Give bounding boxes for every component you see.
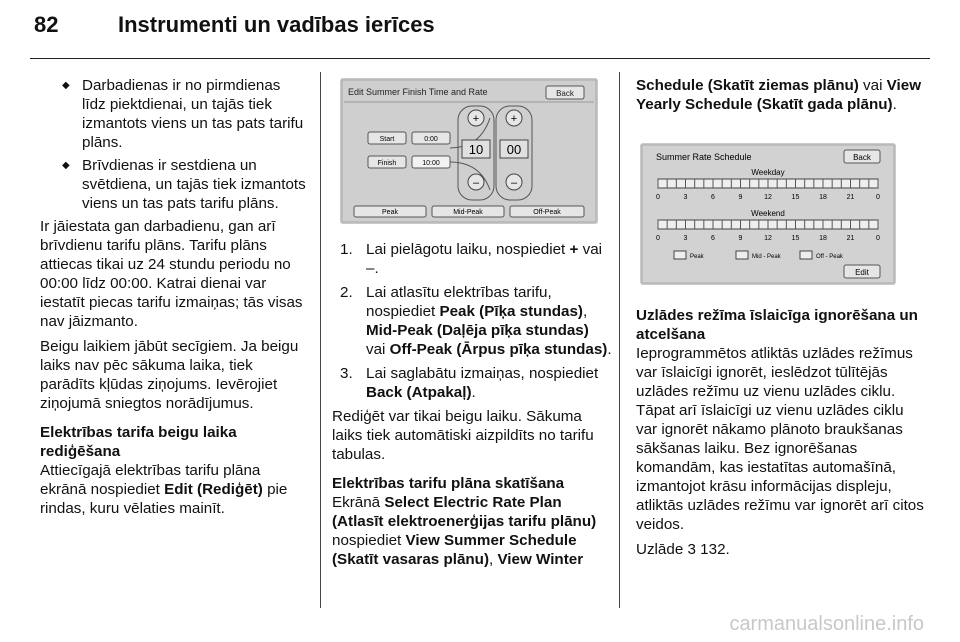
hour-plus-button[interactable]: [468, 110, 484, 126]
diamond-bullet-icon: ◆: [62, 80, 70, 91]
off-peak-button[interactable]: [510, 206, 584, 217]
hour-tick-label: 21: [846, 235, 855, 242]
list-item: ◆ Brīvdienas ir sestdiena un svētdiena, un tajās tiek izmantots viens un tas pats tarifu plāns.: [62, 157, 306, 212]
svg-text:10:00: 10:00: [422, 160, 440, 167]
hour-tick-label: 3: [683, 194, 688, 201]
list-item: ◆ Darbadienas ir no pirmdienas līdz piektdienai, un tajās tiek izmantots viens un tas pats tarifu plāns.: [62, 77, 304, 151]
summer-rate-schedule-screen: [640, 143, 896, 285]
hour-minus-button[interactable]: [468, 174, 484, 190]
edit-button[interactable]: [844, 265, 880, 278]
hour-tick-label: 21: [846, 194, 855, 201]
section-heading: Elektrības tarifu plāna skatīšana: [332, 475, 565, 492]
svg-text:Peak: Peak: [690, 254, 704, 260]
svg-text:0:00: 0:00: [424, 136, 438, 143]
back-button[interactable]: [546, 86, 584, 99]
hour-tick-label: 3: [683, 235, 688, 242]
cross-reference: Uzlāde 3 132.: [636, 541, 730, 558]
page-reference-arrow-icon: 3: [687, 541, 696, 558]
paragraph: Rediģēt var tikai beigu laiku. Sākuma laiks tiek automātiski aizpildīts no tarifu tabulas.: [332, 408, 594, 463]
list-item: 2. Lai atlasītu elektrības tarifu, nospiediet Peak (Pīķa stundas), Mid-Peak (Daļēja pīķa stundas) vai Off-Peak (Ārpus pīķa stundas).: [340, 284, 612, 358]
svg-text:Edit: Edit: [855, 268, 869, 277]
column-divider: [320, 72, 321, 608]
page-header: [0, 0, 960, 62]
svg-text:Back: Back: [556, 89, 574, 98]
paragraph: Attiecīgajā elektrības tarifu plāna ekrānā nospiediet Edit (Rediģēt) pie rindas, kuru vēlaties mainīt.: [40, 462, 288, 517]
minute-value: 00: [506, 142, 522, 157]
list-item: 1. Lai pielāgotu laiku, nospiediet + vai –.: [340, 241, 603, 277]
minute-minus-button[interactable]: [506, 174, 522, 190]
hour-tick-label: 18: [819, 194, 827, 201]
svg-text:Off - Peak: Off - Peak: [816, 254, 843, 260]
svg-text:+: +: [510, 113, 518, 125]
paragraph: Ekrānā Select Electric Rate Plan (Atlasīt elektroenerģijas tarifu plānu) nospiediet View Summer Schedule (Skatīt vasaras plānu), View Winter: [332, 494, 597, 568]
weekend-label: Weekend: [751, 209, 785, 218]
hour-tick-label: 0: [656, 235, 660, 242]
weekday-label: Weekday: [751, 168, 785, 177]
mid-peak-button[interactable]: [432, 206, 504, 217]
column-left: [40, 76, 308, 524]
svg-text:Mid - Peak: Mid - Peak: [752, 254, 781, 260]
screen-title: Summer Rate Schedule: [656, 152, 752, 162]
column-right-bottom: [636, 306, 928, 565]
paragraph: Schedule (Skatīt ziemas plānu) vai View Yearly Schedule (Skatīt gada plānu).: [636, 77, 922, 113]
hour-value: 10: [468, 142, 484, 157]
paragraph: Ir jāiestata gan darbadienu, gan arī brīvdienu tarifu plāns. Tarifu plāns attiecas tikai uz 24 stundu periodu no 00:00 līdz 00:00. Katrai dienai var iestatīt piecas tarifu izmaiņas; tās visas nav jāizmanto.: [40, 218, 303, 330]
edit-finish-time-screen: [340, 78, 598, 224]
svg-text:Off-Peak: Off-Peak: [533, 209, 561, 216]
screen-title: Edit Summer Finish Time and Rate: [348, 87, 488, 97]
page-number: 82: [34, 12, 59, 37]
hour-tick-label: 6: [711, 194, 715, 201]
back-button[interactable]: [844, 150, 880, 163]
svg-text:Mid-Peak: Mid-Peak: [453, 209, 483, 216]
svg-text:Peak: Peak: [382, 209, 398, 216]
svg-text:Finish: Finish: [377, 160, 397, 167]
svg-text:Start: Start: [379, 136, 395, 143]
watermark: carmanualsonline.info: [729, 613, 924, 635]
section-heading: Elektrības tarifa beigu laika rediģēšana: [40, 424, 237, 460]
hour-tick-label: 0: [876, 194, 880, 201]
section-heading: Uzlādes režīma īslaicīga ignorēšana un atcelšana: [636, 307, 918, 343]
hour-tick-label: 9: [738, 194, 743, 201]
page-title: Instrumenti un vadības ierīces: [118, 12, 435, 37]
paragraph: Ieprogrammētos atliktās uzlādes režīmus var īslaicīgi ignorēt, ieslēdzot tūlītējās uzlādes režīmu uz vienu uzlādes ciklu. Tāpat arī īslaicīgi uz vienu uzlādes ciklu var ignorēt nākamo plānoto braukšanas sākšanas laiku. Bez ignorēšanas komandām, kas iestatītas automašīnā, izmantojot krāsu informācijas displeju, atliktās uzlādes režīmu var ignorēt arī citos veidos.: [636, 345, 924, 533]
column-middle: [332, 240, 612, 575]
paragraph: Beigu laikiem jābūt secīgiem. Ja beigu laiks nav pēc sākuma laika, tiek parādīts kļūdas ziņojums. Ievērojiet ziņojumā sniegtos norādījumus.: [40, 338, 299, 412]
hour-tick-label: 0: [876, 235, 880, 242]
column-right-top: [636, 76, 926, 120]
svg-text:–: –: [510, 177, 518, 189]
peak-button[interactable]: [354, 206, 426, 217]
column-divider: [619, 72, 620, 608]
hour-tick-label: 18: [819, 235, 827, 242]
diamond-bullet-icon: ◆: [62, 160, 70, 171]
list-item: 3. Lai saglabātu izmaiņas, nospiediet Back (Atpakaļ).: [340, 365, 599, 401]
svg-text:+: +: [472, 113, 480, 125]
hour-tick-label: 0: [656, 194, 660, 201]
hour-tick-label: 15: [791, 235, 800, 242]
svg-text:Back: Back: [853, 153, 871, 162]
header-divider: [30, 58, 930, 59]
svg-text:–: –: [472, 177, 480, 189]
hour-tick-label: 12: [764, 194, 772, 201]
minute-plus-button[interactable]: [506, 110, 522, 126]
hour-tick-label: 15: [791, 194, 800, 201]
hour-tick-label: 9: [738, 235, 743, 242]
hour-tick-label: 12: [764, 235, 772, 242]
hour-tick-label: 6: [711, 235, 715, 242]
